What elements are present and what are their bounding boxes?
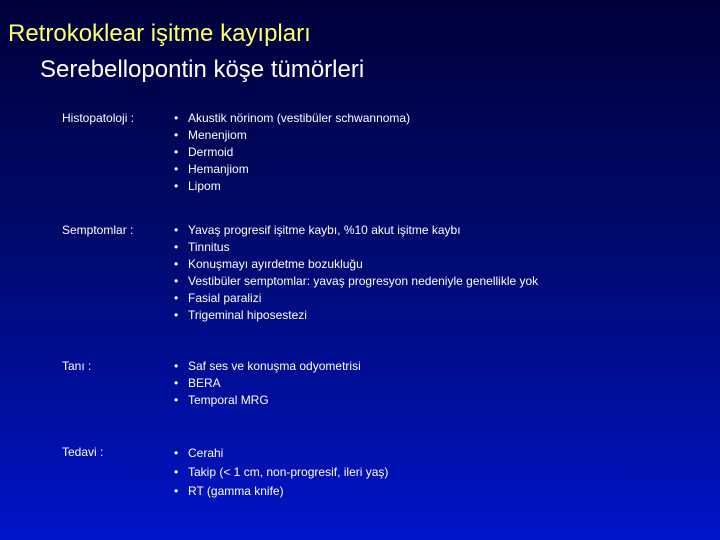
bullet-icon: • [174, 274, 179, 288]
bullet-icon: • [174, 465, 179, 479]
list-item: • Temporal MRG [174, 393, 269, 407]
section-label: Tanı : [62, 359, 92, 373]
bullet-icon: • [174, 257, 179, 271]
bullet-icon: • [174, 240, 179, 254]
list-item: • RT (gamma knife) [174, 482, 388, 501]
bullet-list [174, 444, 388, 501]
list-item: • Tinnitus [174, 240, 230, 254]
bullet-icon: • [174, 223, 179, 237]
bullet-icon: • [174, 484, 179, 498]
bullet-icon: • [174, 359, 179, 373]
list-item: • BERA [174, 376, 221, 390]
bullet-icon: • [174, 128, 179, 142]
section-label: Tedavi : [62, 445, 104, 459]
slide-title: Retrokoklear işitme kayıpları [8, 20, 311, 47]
slide-subtitle: Serebellopontin köşe tümörleri [40, 56, 365, 83]
list-item: • Hemanjiom [174, 162, 249, 176]
list-item: • Saf ses ve konuşma odyometrisi [174, 359, 361, 373]
list-item: • Trigeminal hiposestezi [174, 308, 307, 322]
list-item: • Vestibüler semptomlar: yavaş progresyon nedeniyle genellikle yok [174, 274, 539, 288]
bullet-icon: • [174, 162, 179, 176]
section-label: Semptomlar : [62, 223, 134, 237]
bullet-icon: • [174, 291, 179, 305]
bullet-list [174, 358, 361, 409]
list-item: • Cerahi [174, 444, 388, 463]
bullet-icon: • [174, 111, 179, 125]
bullet-icon: • [174, 179, 179, 193]
list-item: • Akustik nörinom (vestibüler schwannoma) [174, 111, 411, 125]
bullet-icon: • [174, 446, 179, 460]
section-label: Histopatoloji : [62, 111, 135, 125]
bullet-icon: • [174, 308, 179, 322]
bullet-list [174, 110, 410, 195]
bullet-list [174, 222, 538, 324]
bullet-icon: • [174, 393, 179, 407]
list-item: • Lipom [174, 179, 221, 193]
list-item: • Fasial paralizi [174, 291, 262, 305]
list-item: • Yavaş progresif işitme kaybı, %10 akut işitme kaybı [174, 223, 461, 237]
bullet-icon: • [174, 376, 179, 390]
bullet-icon: • [174, 145, 179, 159]
list-item: • Menenjiom [174, 128, 247, 142]
list-item: • Konuşmayı ayırdetme bozukluğu [174, 257, 363, 271]
list-item: • Dermoid [174, 145, 234, 159]
list-item: • Takip (< 1 cm, non-progresif, ileri yaş) [174, 463, 388, 482]
